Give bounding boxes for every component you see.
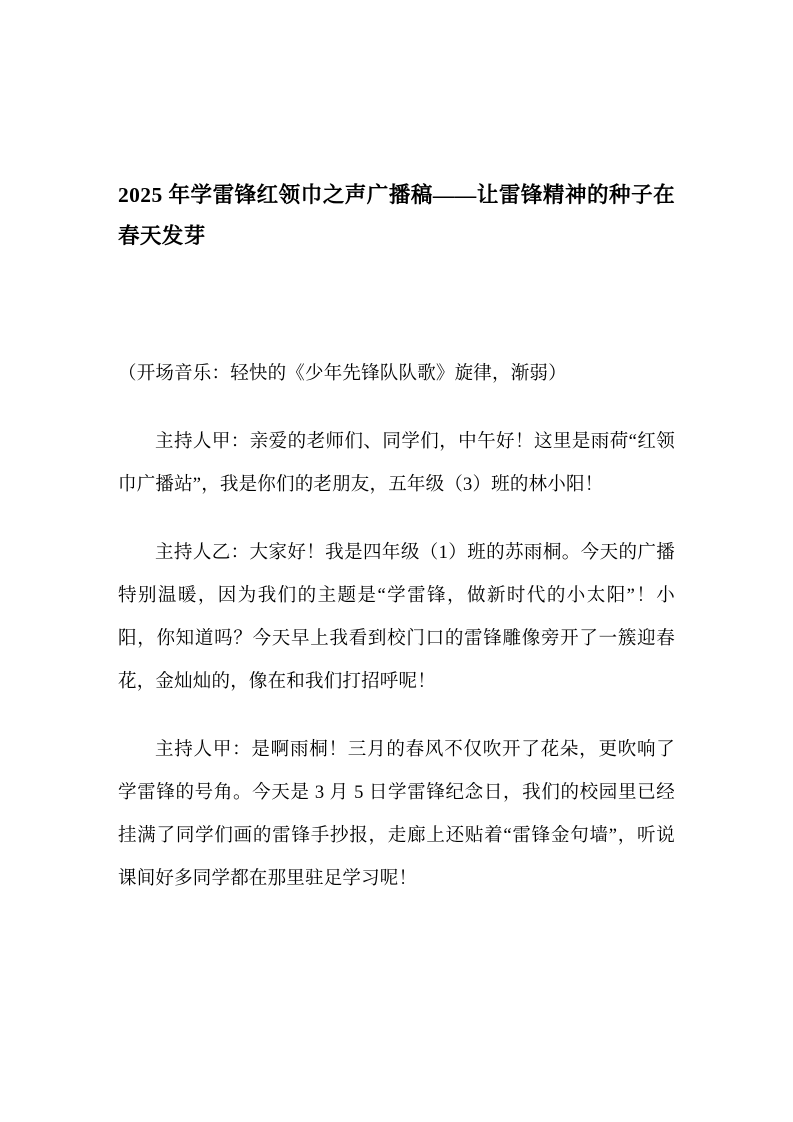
page-title: 2025 年学雷锋红领巾之声广播稿——让雷锋精神的种子在春天发芽 [118, 183, 675, 248]
paragraph-host-a-line-2: 主持人甲：是啊雨桐！三月的春风不仅吹开了花朵，更吹响了学雷锋的号角。今天是 3 月 5 日学雷锋纪念日，我们的校园里已经挂满了同学们画的雷锋手抄报，走廊上还贴着“雷锋金句墙”，听说课间好多同学都在那里驻足学习呢！ [118, 740, 675, 889]
paragraph-opening-music-cue: （开场音乐：轻快的《少年先锋队队歌》旋律，渐弱） [118, 364, 567, 384]
document-body [118, 353, 675, 901]
paragraph-host-b-line-1: 主持人乙：大家好！我是四年级（1）班的苏雨桐。今天的广播特别温暖，因为我们的主题是“学雷锋，做新时代的小太阳”！小阳，你知道吗？今天早上我看到校门口的雷锋雕像旁开了一簇迎春花，金灿灿的，像在和我们打招呼呢！ [118, 543, 675, 692]
title-body-spacer [118, 257, 675, 353]
paragraph-host-a-line-1: 主持人甲：亲爱的老师们、同学们，中午好！这里是雨荷“红领巾广播站”，我是你们的老朋友，五年级（3）班的林小阳！ [118, 432, 675, 495]
